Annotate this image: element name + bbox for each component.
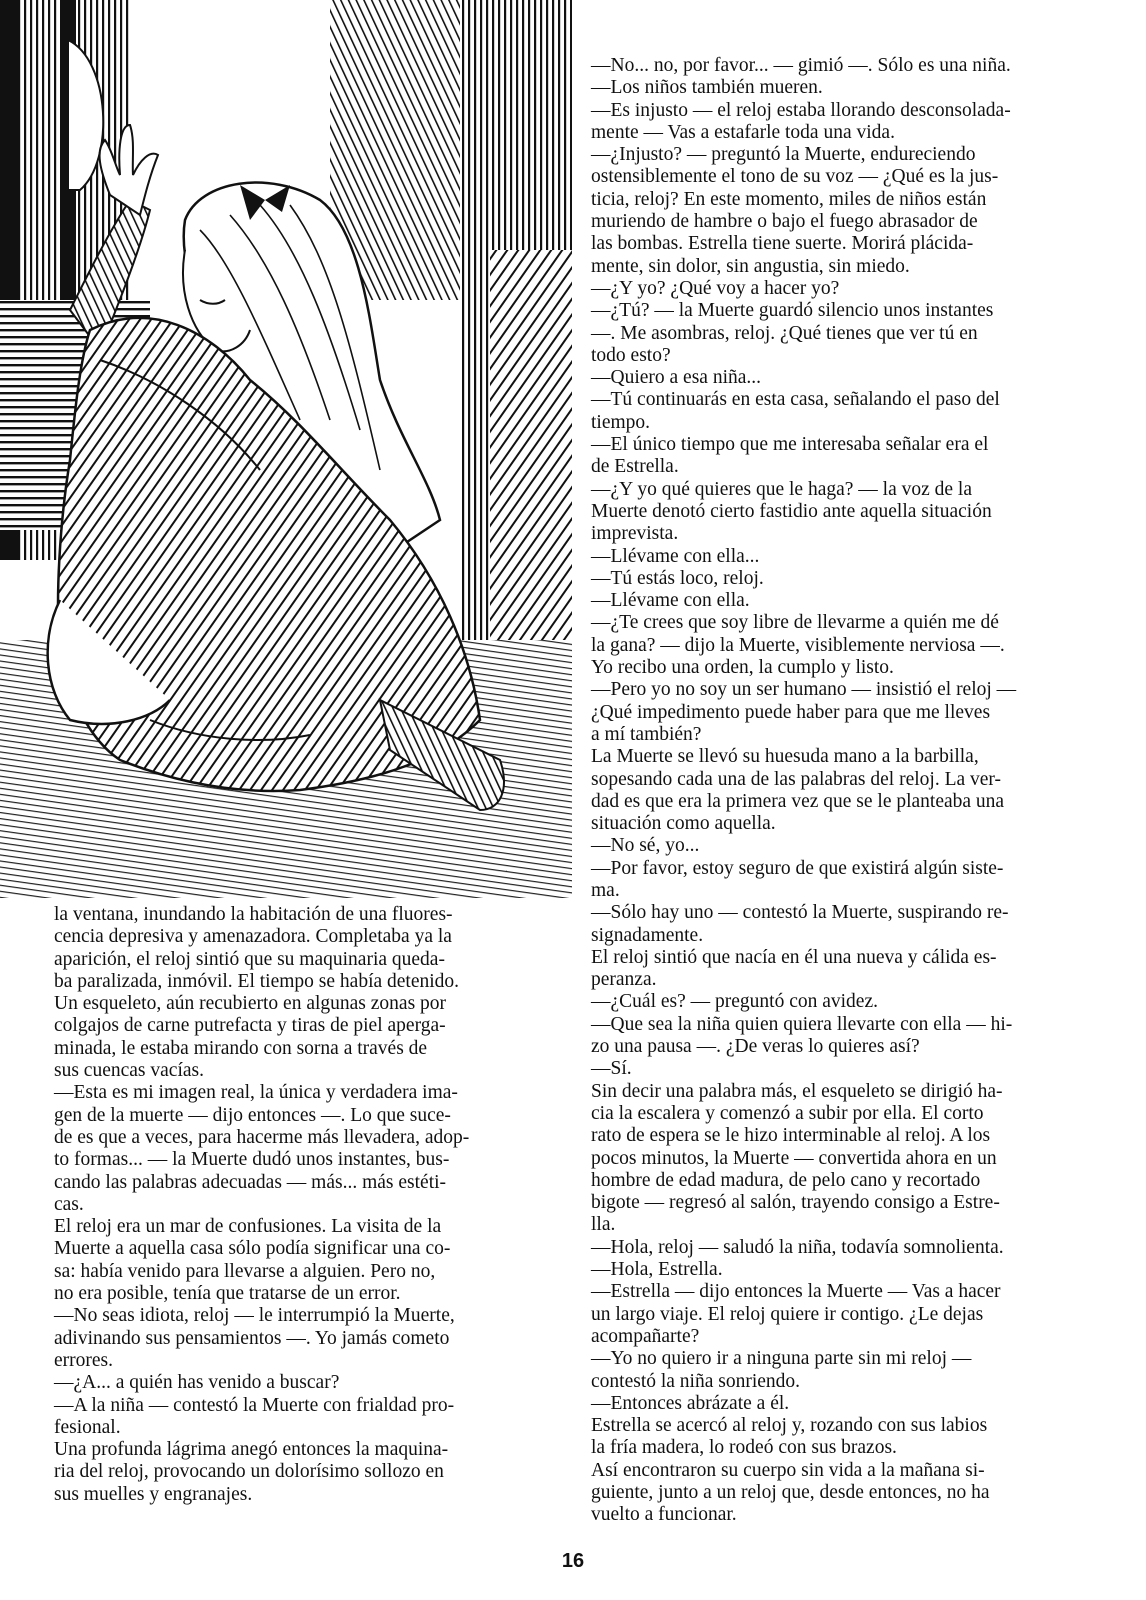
- text-line: la gana? — dijo la Muerte, visiblemente nerviosa —.: [591, 634, 1005, 656]
- text-line: dad es que era la primera vez que se le planteaba una: [591, 790, 1005, 812]
- text-line: rato de espera se le hizo interminable al reloj. A los: [591, 1125, 991, 1147]
- text-line: El reloj era un mar de confusiones. La visita de la: [54, 1216, 442, 1238]
- text-line: ria del reloj, provocando un dolorísimo sollozo en: [54, 1461, 444, 1483]
- text-line: fesional.: [54, 1416, 121, 1438]
- text-line: El reloj sintió que nacía en él una nueva y cálida es-: [591, 946, 997, 968]
- text-line: —Quiero a esa niña...: [591, 367, 762, 389]
- text-line: —El único tiempo que me interesaba señalar era el: [591, 434, 989, 456]
- text-line: las bombas. Estrella tiene suerte. Morirá plácida-: [591, 233, 974, 255]
- text-line: —Estrella — dijo entonces la Muerte — Vas a hacer: [591, 1281, 1001, 1303]
- text-line: —Llévame con ella...: [591, 545, 760, 567]
- text-line: —Pero yo no soy un ser humano — insistió el reloj —: [591, 679, 1017, 701]
- text-column-left: [54, 904, 554, 1506]
- text-column-right: [591, 55, 1091, 1527]
- text-line: sus muelles y engranajes.: [54, 1483, 253, 1505]
- text-line: ma.: [591, 879, 620, 901]
- text-line: —No seas idiota, reloj — le interrumpió la Muerte,: [54, 1305, 455, 1327]
- text-line: cia la escalera y comenzó a subir por ella. El corto: [591, 1102, 984, 1124]
- text-line: de Estrella.: [591, 456, 679, 478]
- text-line: ¿Qué impedimento puede haber para que me lleves: [591, 701, 991, 723]
- text-line: La Muerte se llevó su huesuda mano a la barbilla,: [591, 746, 979, 768]
- text-line: —Hola, Estrella.: [591, 1259, 723, 1281]
- text-line: cando las palabras adecuadas — más... más estéti-: [54, 1171, 447, 1193]
- text-line: —¿Tú? — la Muerte guardó silencio unos instantes: [591, 300, 994, 322]
- text-line: Muerte a aquella casa sólo podía significar una co-: [54, 1238, 451, 1260]
- text-line: —A la niña — contestó la Muerte con frialdad pro-: [54, 1394, 455, 1416]
- text-line: bigote — regresó al salón, trayendo consigo a Estre-: [591, 1192, 1000, 1214]
- text-line: sa: había venido para llevarse a alguien. Pero no,: [54, 1260, 436, 1282]
- text-line: —¿Y yo qué quieres que le haga? — la voz de la: [591, 478, 973, 500]
- girl-sleeping-drawing-icon: [0, 0, 572, 898]
- text-line: peranza.: [591, 969, 657, 991]
- text-line: pocos minutos, la Muerte — convertida ahora en un: [591, 1147, 997, 1169]
- text-line: —No... no, por favor... — gimió —. Sólo es una niña.: [591, 55, 1011, 76]
- text-line: ba paralizada, inmóvil. El tiempo se había detenido.: [54, 970, 460, 992]
- text-line: —Hola, reloj — saludó la niña, todavía somnolienta.: [591, 1236, 1004, 1258]
- text-line: mente — Vas a estafarle toda una vida.: [591, 121, 895, 143]
- text-line: —Es injusto — el reloj estaba llorando desconsolada-: [591, 99, 1011, 121]
- text-line: —Que sea la niña quien quiera llevarte con ella — hi-: [591, 1013, 1013, 1035]
- text-line: —Por favor, estoy seguro de que existirá algún siste-: [591, 857, 1004, 879]
- text-line: un largo viaje. El reloj quiere ir contigo. ¿Le dejas: [591, 1303, 984, 1325]
- text-line: Estrella se acercó al reloj y, rozando con sus labios: [591, 1415, 988, 1437]
- text-line: guiente, junto a un reloj que, desde entonces, no ha: [591, 1482, 990, 1503]
- text-line: de es que a veces, para hacerme más llevadera, adop-: [54, 1126, 470, 1148]
- text-line: —Tú estás loco, reloj.: [591, 567, 764, 589]
- text-line: —Tú continuarás en esta casa, señalando el paso del: [591, 389, 1000, 411]
- text-line: a mí también?: [591, 723, 702, 745]
- text-line: cas.: [54, 1193, 84, 1215]
- text-line: Muerte denotó cierto fastidio ante aquella situación: [591, 500, 992, 522]
- text-line: signadamente.: [591, 924, 704, 946]
- text-line: la ventana, inundando la habitación de una fluores-: [54, 904, 453, 925]
- text-line: ticia, reloj? En este momento, miles de niños están: [591, 188, 987, 210]
- text-line: —Entonces abrázate a él.: [591, 1392, 790, 1414]
- text-line: imprevista.: [591, 523, 679, 545]
- text-line: —¿A... a quién has venido a buscar?: [54, 1372, 340, 1394]
- text-line: contestó la niña sonriendo.: [591, 1370, 801, 1392]
- text-line: —. Me asombras, reloj. ¿Qué tienes que ver tú en: [591, 322, 978, 344]
- text-line: hombre de edad madura, de pelo cano y recortado: [591, 1169, 981, 1191]
- text-line: —Sólo hay uno — contestó la Muerte, suspirando re-: [591, 902, 1009, 924]
- text-line: Sin decir una palabra más, el esqueleto se dirigió ha-: [591, 1080, 1003, 1102]
- text-line: Así encontraron su cuerpo sin vida a la mañana si-: [591, 1459, 985, 1481]
- text-line: la fría madera, lo rodeó con sus brazos.: [591, 1437, 897, 1459]
- text-line: lla.: [591, 1214, 616, 1236]
- page-number: 16: [561, 1550, 585, 1572]
- text-line: —¿Te crees que soy libre de llevarme a quién me dé: [591, 612, 999, 634]
- text-line: errores.: [54, 1349, 114, 1371]
- text-line: minada, le estaba mirando con sorna a través de: [54, 1037, 428, 1059]
- text-line: Un esqueleto, aún recubierto en algunas zonas por: [54, 993, 447, 1015]
- text-line: todo esto?: [591, 344, 671, 366]
- text-line: no era posible, tenía que tratarse de un error.: [54, 1283, 401, 1305]
- text-line: —Yo no quiero ir a ninguna parte sin mi reloj —: [591, 1348, 972, 1370]
- text-line: tiempo.: [591, 411, 651, 433]
- text-line: sus cuencas vacías.: [54, 1060, 204, 1082]
- text-line: sopesando cada una de las palabras del reloj. La ver-: [591, 768, 1002, 790]
- text-line: aparición, el reloj sintió que su maquinaria queda-: [54, 948, 445, 970]
- text-line: —Los niños también mueren.: [591, 77, 823, 99]
- text-line: colgajos de carne putrefacta y tiras de piel aperga-: [54, 1015, 446, 1037]
- text-line: —¿Injusto? — preguntó la Muerte, endureciendo: [591, 144, 976, 166]
- text-line: vuelto a funcionar.: [591, 1504, 737, 1526]
- text-line: ostensiblemente el tono de su voz — ¿Qué es la jus-: [591, 166, 999, 188]
- text-line: —¿Y yo? ¿Qué voy a hacer yo?: [591, 277, 840, 299]
- text-line: muriendo de hambre o bajo el fuego abrasador de: [591, 211, 978, 233]
- text-line: —¿Cuál es? — preguntó con avidez.: [591, 991, 878, 1013]
- text-line: adivinando sus pensamientos —. Yo jamás cometo: [54, 1327, 450, 1349]
- text-line: mente, sin dolor, sin angustia, sin miedo.: [591, 255, 910, 277]
- text-line: Yo recibo una orden, la cumplo y listo.: [591, 657, 894, 679]
- text-line: —Esta es mi imagen real, la única y verdadera ima-: [54, 1082, 458, 1104]
- text-line: acompañarte?: [591, 1325, 700, 1347]
- text-line: zo una pausa —. ¿De veras lo quieres así?: [591, 1036, 920, 1058]
- text-line: —Llévame con ella.: [591, 590, 750, 612]
- text-line: to formas... — la Muerte dudó unos instantes, bus-: [54, 1149, 450, 1171]
- text-line: gen de la muerte — dijo entonces —. Lo que suce-: [54, 1104, 451, 1126]
- text-line: Una profunda lágrima anegó entonces la maquina-: [54, 1439, 449, 1461]
- text-line: situación como aquella.: [591, 813, 776, 835]
- text-line: cencia depresiva y amenazadora. Completaba ya la: [54, 926, 452, 948]
- text-line: —Sí.: [591, 1058, 632, 1080]
- text-line: —No sé, yo...: [591, 835, 700, 857]
